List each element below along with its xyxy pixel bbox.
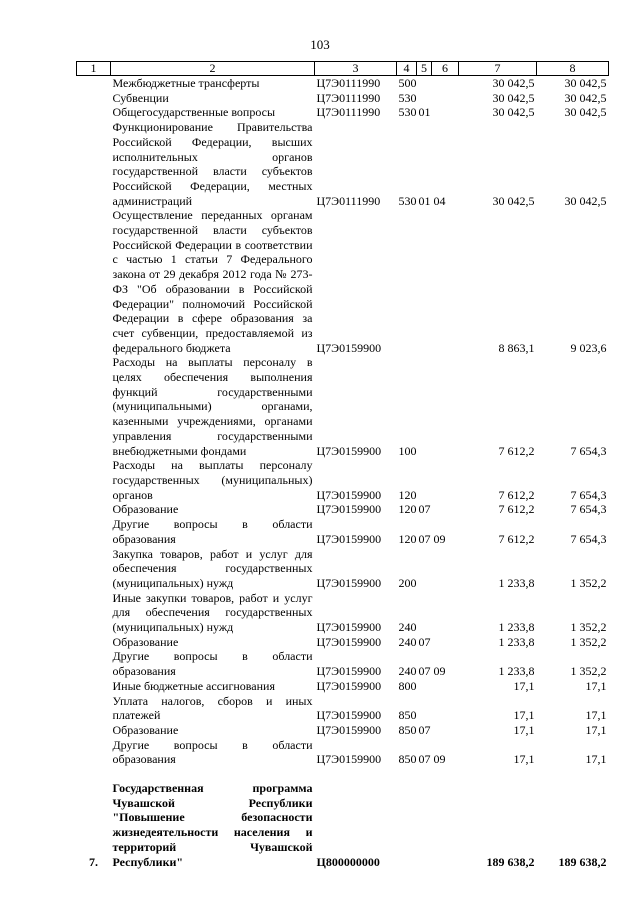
expense-type-code: 850 <box>398 708 417 723</box>
section-code: 01 <box>418 193 431 208</box>
amount-year-1: 30 042,5 <box>492 105 535 120</box>
expense-type-code: 530 <box>398 105 417 120</box>
section-code: 07 <box>418 664 431 679</box>
column-header: 4 <box>397 62 417 76</box>
expense-type-code: 530 <box>398 90 417 105</box>
section-code <box>417 208 432 355</box>
expense-type-code: 530 <box>398 193 417 208</box>
row-name: Расходы на выплаты персоналу в целях обеспечения выполнения функций государственными (муниципальными) органами, казенными учреждениями, органами управления государственными внебюджетными фондами <box>112 355 313 458</box>
table-row <box>77 120 609 208</box>
row-name: Функционирование Правительства Российской Федерации, высших исполнительных органов государственной власти субъектов Российской Федерации, местных администраций <box>112 120 313 208</box>
section-code <box>417 76 432 91</box>
table-row <box>77 458 609 502</box>
table-row <box>77 517 609 546</box>
section-code <box>417 547 432 591</box>
amount-year-2: 30 042,5 <box>564 76 607 90</box>
expense-type-code <box>397 781 417 869</box>
subsection-code <box>432 723 459 738</box>
table-row <box>77 91 609 106</box>
column-header: 8 <box>537 62 609 76</box>
amount-year-2: 1 352,2 <box>570 620 607 635</box>
column-header: 7 <box>459 62 537 76</box>
target-article-code: Ц7Э0159900 <box>316 664 382 679</box>
amount-year-1: 1 233,8 <box>498 575 535 590</box>
amount-year-1: 189 638,2 <box>486 854 535 869</box>
row-number <box>77 649 111 678</box>
target-article-code: Ц7Э0111990 <box>316 76 381 90</box>
expense-type-code: 240 <box>398 634 417 649</box>
row-number <box>77 105 111 120</box>
target-article-code: Ц7Э0159900 <box>316 340 382 355</box>
table-row <box>77 781 609 869</box>
row-name: Образование <box>112 634 179 649</box>
amount-year-2: 30 042,5 <box>564 90 607 105</box>
amount-year-2: 17,1 <box>585 708 607 723</box>
target-article-code: Ц7Э0111990 <box>316 105 381 120</box>
row-number <box>77 458 111 502</box>
section-code <box>417 679 432 694</box>
row-number <box>77 547 111 591</box>
target-article-code: Ц7Э0159900 <box>316 443 382 458</box>
subsection-code: 09 <box>433 531 446 546</box>
table-row <box>77 679 609 694</box>
row-number: 7. <box>89 854 98 869</box>
row-name: Другие вопросы в области образования <box>112 649 313 679</box>
amount-year-1: 7 612,2 <box>498 443 535 458</box>
subsection-code <box>432 547 459 591</box>
amount-year-2: 1 352,2 <box>570 575 607 590</box>
target-article-code: Ц7Э0159900 <box>316 502 382 517</box>
section-code <box>417 591 432 635</box>
amount-year-1: 30 042,5 <box>492 193 535 208</box>
subsection-code <box>432 694 459 723</box>
subsection-code <box>432 355 459 458</box>
target-article-code: Ц7Э0159900 <box>316 487 382 502</box>
budget-table <box>76 61 609 869</box>
row-number <box>77 694 111 723</box>
subsection-code <box>432 458 459 502</box>
row-number <box>77 635 111 650</box>
table-row <box>77 694 609 723</box>
column-header: 1 <box>77 62 111 76</box>
target-article-code: Ц7Э0159900 <box>316 575 382 590</box>
section-code <box>417 91 432 106</box>
expense-type-code: 120 <box>398 487 417 502</box>
subsection-code <box>432 502 459 517</box>
subsection-code <box>432 105 459 120</box>
row-number <box>77 679 111 694</box>
table-row <box>77 649 609 678</box>
table-row <box>77 502 609 517</box>
amount-year-2: 17,1 <box>585 722 607 737</box>
column-header: 6 <box>432 62 459 76</box>
amount-year-1: 17,1 <box>513 678 535 693</box>
target-article-code: Ц7Э0159900 <box>316 708 382 723</box>
amount-year-2: 7 654,3 <box>570 502 607 517</box>
row-number <box>77 355 111 458</box>
row-name: Осуществление переданных органам государственной власти субъектов Российской Федерации в соответствии с частью 1 статьи 7 Федерального закона от 29 декабря 2012 года № 273-ФЗ "Об образовании в Российской Федерации" полномочий Российской Федерации в сфере образования за счет субвенции, предоставляемой из федерального бюджета <box>112 208 313 355</box>
section-code: 07 <box>418 502 431 517</box>
table-row <box>77 355 609 458</box>
section-code <box>417 355 432 458</box>
amount-year-2: 30 042,5 <box>564 193 607 208</box>
amount-year-2: 17,1 <box>585 678 607 693</box>
amount-year-2: 30 042,5 <box>564 105 607 120</box>
expense-type-code: 800 <box>398 678 417 693</box>
amount-year-1: 1 233,8 <box>498 634 535 649</box>
subsection-code <box>432 679 459 694</box>
row-name: Государственная программа Чувашской Республики "Повышение безопасности жизнедеятельности населения и территорий Чувашской Республики" <box>112 781 313 869</box>
table-row <box>77 635 609 650</box>
target-article-code: Ц7Э0111990 <box>316 193 381 208</box>
section-code: 07 <box>418 531 431 546</box>
row-number <box>77 723 111 738</box>
expense-type-code: 850 <box>398 722 417 737</box>
section-code <box>417 458 432 502</box>
table-row <box>77 547 609 591</box>
amount-year-2: 17,1 <box>585 752 607 767</box>
section-code: 07 <box>418 722 431 737</box>
section-code <box>417 781 432 869</box>
expense-type-code: 240 <box>398 664 417 679</box>
row-name: Межбюджетные трансферты <box>112 76 260 90</box>
amount-year-2: 7 654,3 <box>570 487 607 502</box>
amount-year-2: 9 023,6 <box>570 340 607 355</box>
row-number <box>77 208 111 355</box>
expense-type-code <box>397 208 417 355</box>
subsection-code <box>432 91 459 106</box>
subsection-code <box>432 635 459 650</box>
row-name: Уплата налогов, сборов и иных платежей <box>112 693 313 723</box>
amount-year-1: 7 612,2 <box>498 502 535 517</box>
table-row <box>77 105 609 120</box>
row-name: Закупка товаров, работ и услуг для обеспечения государственных (муниципальных) нужд <box>112 546 313 590</box>
amount-year-1: 1 233,8 <box>498 664 535 679</box>
row-number <box>77 591 111 635</box>
row-number <box>77 91 111 106</box>
amount-year-1: 30 042,5 <box>492 76 535 90</box>
section-code: 07 <box>418 752 431 767</box>
row-number <box>77 502 111 517</box>
amount-year-1: 7 612,2 <box>498 487 535 502</box>
amount-year-2: 189 638,2 <box>558 854 607 869</box>
expense-type-code: 240 <box>398 620 417 635</box>
target-article-code: Ц7Э0159900 <box>316 752 382 767</box>
table-row <box>77 723 609 738</box>
expense-type-code: 850 <box>398 752 417 767</box>
section-code: 07 <box>418 634 431 649</box>
row-name: Иные закупки товаров, работ и услуг для обеспечения государственных (муниципальных) нужд <box>112 590 313 635</box>
subsection-code <box>432 76 459 91</box>
row-name: Другие вопросы в области образования <box>112 517 313 546</box>
column-header: 5 <box>417 62 432 76</box>
table-body <box>77 76 609 870</box>
subsection-code <box>432 591 459 635</box>
section-code: 01 <box>418 105 431 120</box>
column-header: 2 <box>111 62 315 76</box>
amount-year-2: 7 654,3 <box>570 531 607 546</box>
expense-type-code: 200 <box>398 575 417 590</box>
row-name: Общегосударственные вопросы <box>112 105 276 120</box>
subsection-code: 09 <box>433 752 446 767</box>
table-row <box>77 738 609 767</box>
row-name: Иные бюджетные ассигнования <box>112 678 275 693</box>
target-article-code: Ц7Э0159900 <box>316 531 382 546</box>
amount-year-1: 8 863,1 <box>498 340 535 355</box>
row-name: Образование <box>112 722 179 737</box>
amount-year-1: 7 612,2 <box>498 531 535 546</box>
subsection-code: 04 <box>433 193 446 208</box>
expense-type-code: 100 <box>398 443 417 458</box>
table-row <box>77 591 609 635</box>
amount-year-2: 1 352,2 <box>570 664 607 679</box>
expense-type-code: 120 <box>398 502 417 517</box>
amount-year-1: 1 233,8 <box>498 620 535 635</box>
target-article-code: Ц7Э0159900 <box>316 678 382 693</box>
row-number <box>77 738 111 767</box>
target-article-code: Ц7Э0159900 <box>316 634 382 649</box>
expense-type-code: 500 <box>398 76 417 90</box>
table-header-row <box>77 62 609 76</box>
row-number <box>77 517 111 546</box>
target-article-code: Ц7Э0159900 <box>316 620 382 635</box>
row-number <box>77 120 111 208</box>
amount-year-2: 1 352,2 <box>570 634 607 649</box>
section-code <box>417 694 432 723</box>
page-number: 103 <box>310 37 330 52</box>
column-header: 3 <box>315 62 397 76</box>
table-row <box>77 208 609 355</box>
row-name: Субвенции <box>112 90 169 105</box>
row-name: Образование <box>112 502 179 517</box>
subsection-code <box>432 208 459 355</box>
expense-type-code: 120 <box>398 531 417 546</box>
row-name: Расходы на выплаты персоналу государственных (муниципальных) органов <box>112 458 313 502</box>
spacer-row <box>77 767 609 781</box>
target-article-code: Ц7Э0159900 <box>316 722 382 737</box>
target-article-code: Ц800000000 <box>316 854 380 869</box>
amount-year-1: 17,1 <box>513 752 535 767</box>
table-row <box>77 76 609 91</box>
target-article-code: Ц7Э0111990 <box>316 90 381 105</box>
row-name: Другие вопросы в области образования <box>112 737 313 767</box>
subsection-code: 09 <box>433 664 446 679</box>
subsection-code <box>432 781 459 869</box>
row-number <box>77 76 111 91</box>
amount-year-1: 17,1 <box>513 708 535 723</box>
amount-year-2: 7 654,3 <box>570 443 607 458</box>
amount-year-1: 30 042,5 <box>492 90 535 105</box>
amount-year-1: 17,1 <box>513 722 535 737</box>
